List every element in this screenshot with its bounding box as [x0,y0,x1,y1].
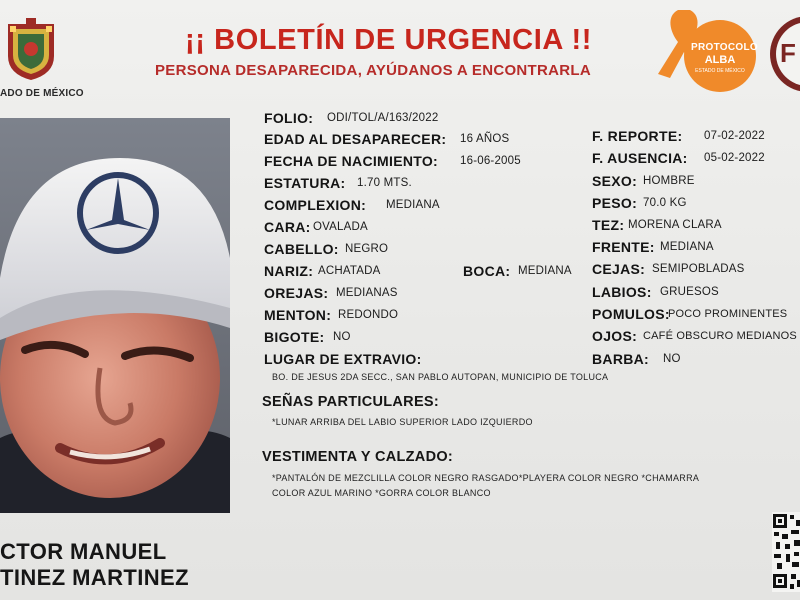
peso-label: PESO: [592,195,638,211]
menton-value: REDONDO [338,309,399,321]
frente-value: MEDIANA [660,241,714,253]
complexion-value: MEDIANA [386,199,440,211]
bulletin-subtitle: PERSONA DESAPARECIDA, AYÚDANOS A ENCONTRARLA [155,62,592,79]
estatura-label: ESTATURA: [264,175,346,191]
senas-value: *LUNAR ARRIBA DEL LABIO SUPERIOR LADO IZQUIERDO [272,417,533,427]
boca-value: MEDIANA [518,265,572,277]
cejas-value: SEMIPOBLADAS [652,263,745,275]
cara-value: OVALADA [313,221,368,233]
fiscalia-logo [768,10,800,96]
pomulos-value: POCO PROMINENTES [668,308,788,320]
bigote-label: BIGOTE: [264,329,325,345]
vestimenta-label: VESTIMENTA Y CALZADO: [262,449,454,465]
estatura-value: 1.70 MTS. [357,177,412,189]
missing-person-photo [0,118,230,513]
protocolo-alba-logo [648,8,760,94]
extravio-label: LUGAR DE EXTRAVIO: [264,351,422,367]
person-name-line-2: TINEZ MARTINEZ [0,565,189,590]
bigote-value: NO [333,331,351,343]
nariz-label: NARIZ: [264,263,314,279]
tez-label: TEZ: [592,217,625,233]
edad-value: 16 AÑOS [460,133,510,145]
complexion-label: COMPLEXION: [264,197,367,213]
barba-value: NO [663,353,681,365]
sexo-value: HOMBRE [643,175,695,187]
nariz-value: ACHATADA [318,265,381,277]
cara-label: CARA: [264,219,311,235]
folio-value: ODI/TOL/A/163/2022 [327,112,439,124]
logo-line-2: ALBA [704,54,736,66]
peso-value: 70.0 KG [643,197,687,209]
edad-label: EDAD AL DESAPARECER: [264,131,447,147]
labios-value: GRUESOS [660,286,719,298]
cabello-label: CABELLO: [264,241,339,257]
state-name: ADO DE MÉXICO [0,88,84,99]
vestimenta-line-1: *PANTALÓN DE MEZCLILLA COLOR NEGRO RASGADO*PLAYERA COLOR NEGRO *CHAMARRA [272,473,700,483]
tez-value: MORENA CLARA [628,219,722,231]
boca-label: BOCA: [463,263,511,279]
pomulos-label: POMULOS: [592,306,670,322]
barba-label: BARBA: [592,351,650,367]
labios-label: LABIOS: [592,284,652,300]
senas-label: SEÑAS PARTICULARES: [262,394,440,410]
frente-label: FRENTE: [592,239,655,255]
nacimiento-label: FECHA DE NACIMIENTO: [264,153,438,169]
bulletin-title: ¡¡ BOLETÍN DE URGENCIA !! [185,24,593,56]
extravio-value: BO. DE JESUS 2DA SECC., SAN PABLO AUTOPAN, MUNICIPIO DE TOLUCA [272,372,609,382]
sexo-label: SEXO: [592,173,638,189]
ojos-value: CAFÉ OBSCURO MEDIANOS [643,330,797,342]
ojos-label: OJOS: [592,328,638,344]
person-name-line-1: CTOR MANUEL [0,539,167,564]
vestimenta-line-2: COLOR AZUL MARINO *GORRA COLOR BLANCO [272,488,491,498]
logo-line-1: PROTOCOLO [691,42,758,53]
qr-code-icon [772,512,800,592]
nacimiento-value: 16-06-2005 [460,155,521,167]
reporte-label: F. REPORTE: [592,128,683,144]
ausencia-value: 05-02-2022 [704,152,765,164]
logo-line-3: ESTADO DE MÉXICO [695,68,745,74]
orejas-label: OREJAS: [264,285,329,301]
reporte-value: 07-02-2022 [704,130,765,142]
orejas-value: MEDIANAS [336,287,398,299]
state-seal-icon [2,16,60,82]
menton-label: MENTON: [264,307,332,323]
folio-label: FOLIO: [264,110,314,126]
cejas-label: CEJAS: [592,261,646,277]
cabello-value: NEGRO [345,243,389,255]
fiscalia-letter: F [780,38,796,68]
ausencia-label: F. AUSENCIA: [592,150,688,166]
